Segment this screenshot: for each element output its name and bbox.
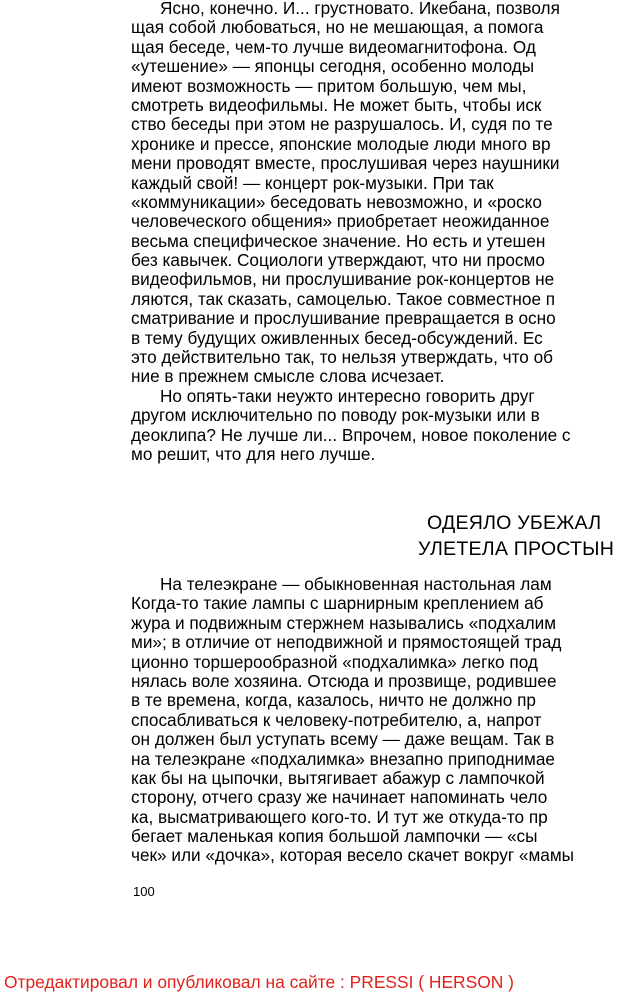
text-line: человеческого общения» приобретает неожиданное — [131, 212, 550, 232]
text-line: бегает маленькая копия большой лампочки — «сы — [131, 827, 538, 847]
page-number: 100 — [133, 884, 155, 899]
publisher-footer: Отредактировал и опубликовал на сайте : PRESSI ( HERSON ) — [4, 972, 514, 992]
text-line: мо решит, что для него лучше. — [131, 444, 376, 464]
text-line: весьма специфическое значение. Но есть и утешен — [131, 231, 546, 251]
text-line: ство беседы при этом не разрушалось. И, судя по те — [131, 115, 553, 135]
text-line: в те времена, когда, казалось, ничто не должно пр — [131, 691, 536, 711]
text-line: нялась воле хозяина. Отсюда и прозвище, родившее — [131, 671, 557, 691]
text-line: ляются, так сказать, самоцелью. Такое совместное п — [131, 289, 556, 309]
chapter-heading — [380, 510, 620, 562]
text-line: смотреть видеофильмы. Не может быть, чтобы иск — [131, 95, 542, 115]
text-line: ние в прежнем смысле слова исчезает. — [131, 367, 445, 387]
text-line: другом исключительно по поводу рок-музыки или в — [131, 406, 540, 426]
text-line: На телеэкране — обыкновенная настольная лам — [160, 575, 552, 594]
text-line: каждый свой! — концерт рок-музыки. При так — [131, 173, 494, 193]
text-line: мени проводят вместе, прослушивая через наушники — [131, 154, 560, 174]
text-line: видеофильмов, ни прослушивание рок-концертов не — [131, 270, 555, 290]
text-line: жура и подвижным стержнем назывались «подхалим — [131, 613, 557, 633]
text-line: деоклипа? Не лучше ли... Впрочем, новое поколение с — [131, 425, 571, 445]
text-line: сматривание и прослушивание превращается в осно — [131, 309, 556, 329]
text-line: Когда-то такие лампы с шарнирным креплением аб — [131, 594, 544, 614]
text-line: в тему будущих оживленных бесед-обсуждений. Ес — [131, 328, 543, 348]
text-line: имеют возможность — притом большую, чем мы, — [131, 76, 527, 96]
text-line: это действительно так, то нельзя утверждать, что об — [131, 348, 553, 368]
paragraph-3 — [131, 575, 620, 866]
text-line: «утешение» — японцы сегодня, особенно молоды — [131, 57, 535, 77]
text-line: Ясно, конечно. И... грустновато. Икебана, позволя — [160, 0, 560, 18]
paragraph-2 — [131, 387, 620, 465]
text-line: ми»; в отличие от неподвижной и прямостоящей трад — [131, 633, 562, 653]
text-line: без кавычек. Социологи утверждают, что ни просмо — [131, 251, 545, 271]
text-line: как бы на цыпочки, вытягивает абажур с лампочкой — [131, 768, 545, 788]
text-line: сторону, отчего сразу же начинает напоминать чело — [131, 788, 548, 808]
text-line: щая собой любоваться, но не мешающая, а помога — [131, 18, 544, 38]
heading-line: ОДЕЯЛО УБЕЖАЛ — [427, 512, 602, 534]
text-line: на телеэкране «подхалимка» внезапно приподнимае — [131, 749, 555, 769]
text-line: чек» или «дочка», которая весело скачет вокруг «мамы — [131, 846, 575, 866]
text-line: ка, высматривающего кого-то. И тут же откуда-то пр — [131, 807, 548, 827]
page-text — [131, 0, 620, 464]
text-line: «коммуникации» беседовать невозможно, и «роско — [131, 192, 542, 212]
paragraph-1 — [131, 0, 620, 387]
text-line: Но опять-таки неужто интересно говорить друг — [160, 386, 535, 406]
text-line: щая беседе, чем-то лучше видеомагнитофона. Од — [131, 37, 536, 57]
text-line: ционно торшерообразной «подхалимка» легко под — [131, 652, 538, 672]
text-line: он должен был уступать всему — даже вещам. Так в — [131, 730, 555, 750]
heading-line: УЛЕТЕЛА ПРОСТЫН — [418, 538, 615, 560]
text-line: хронике и прессе, японские молодые люди много вр — [131, 134, 551, 154]
text-line: спосабливаться к человеку-потребителю, а, напрот — [131, 710, 542, 730]
